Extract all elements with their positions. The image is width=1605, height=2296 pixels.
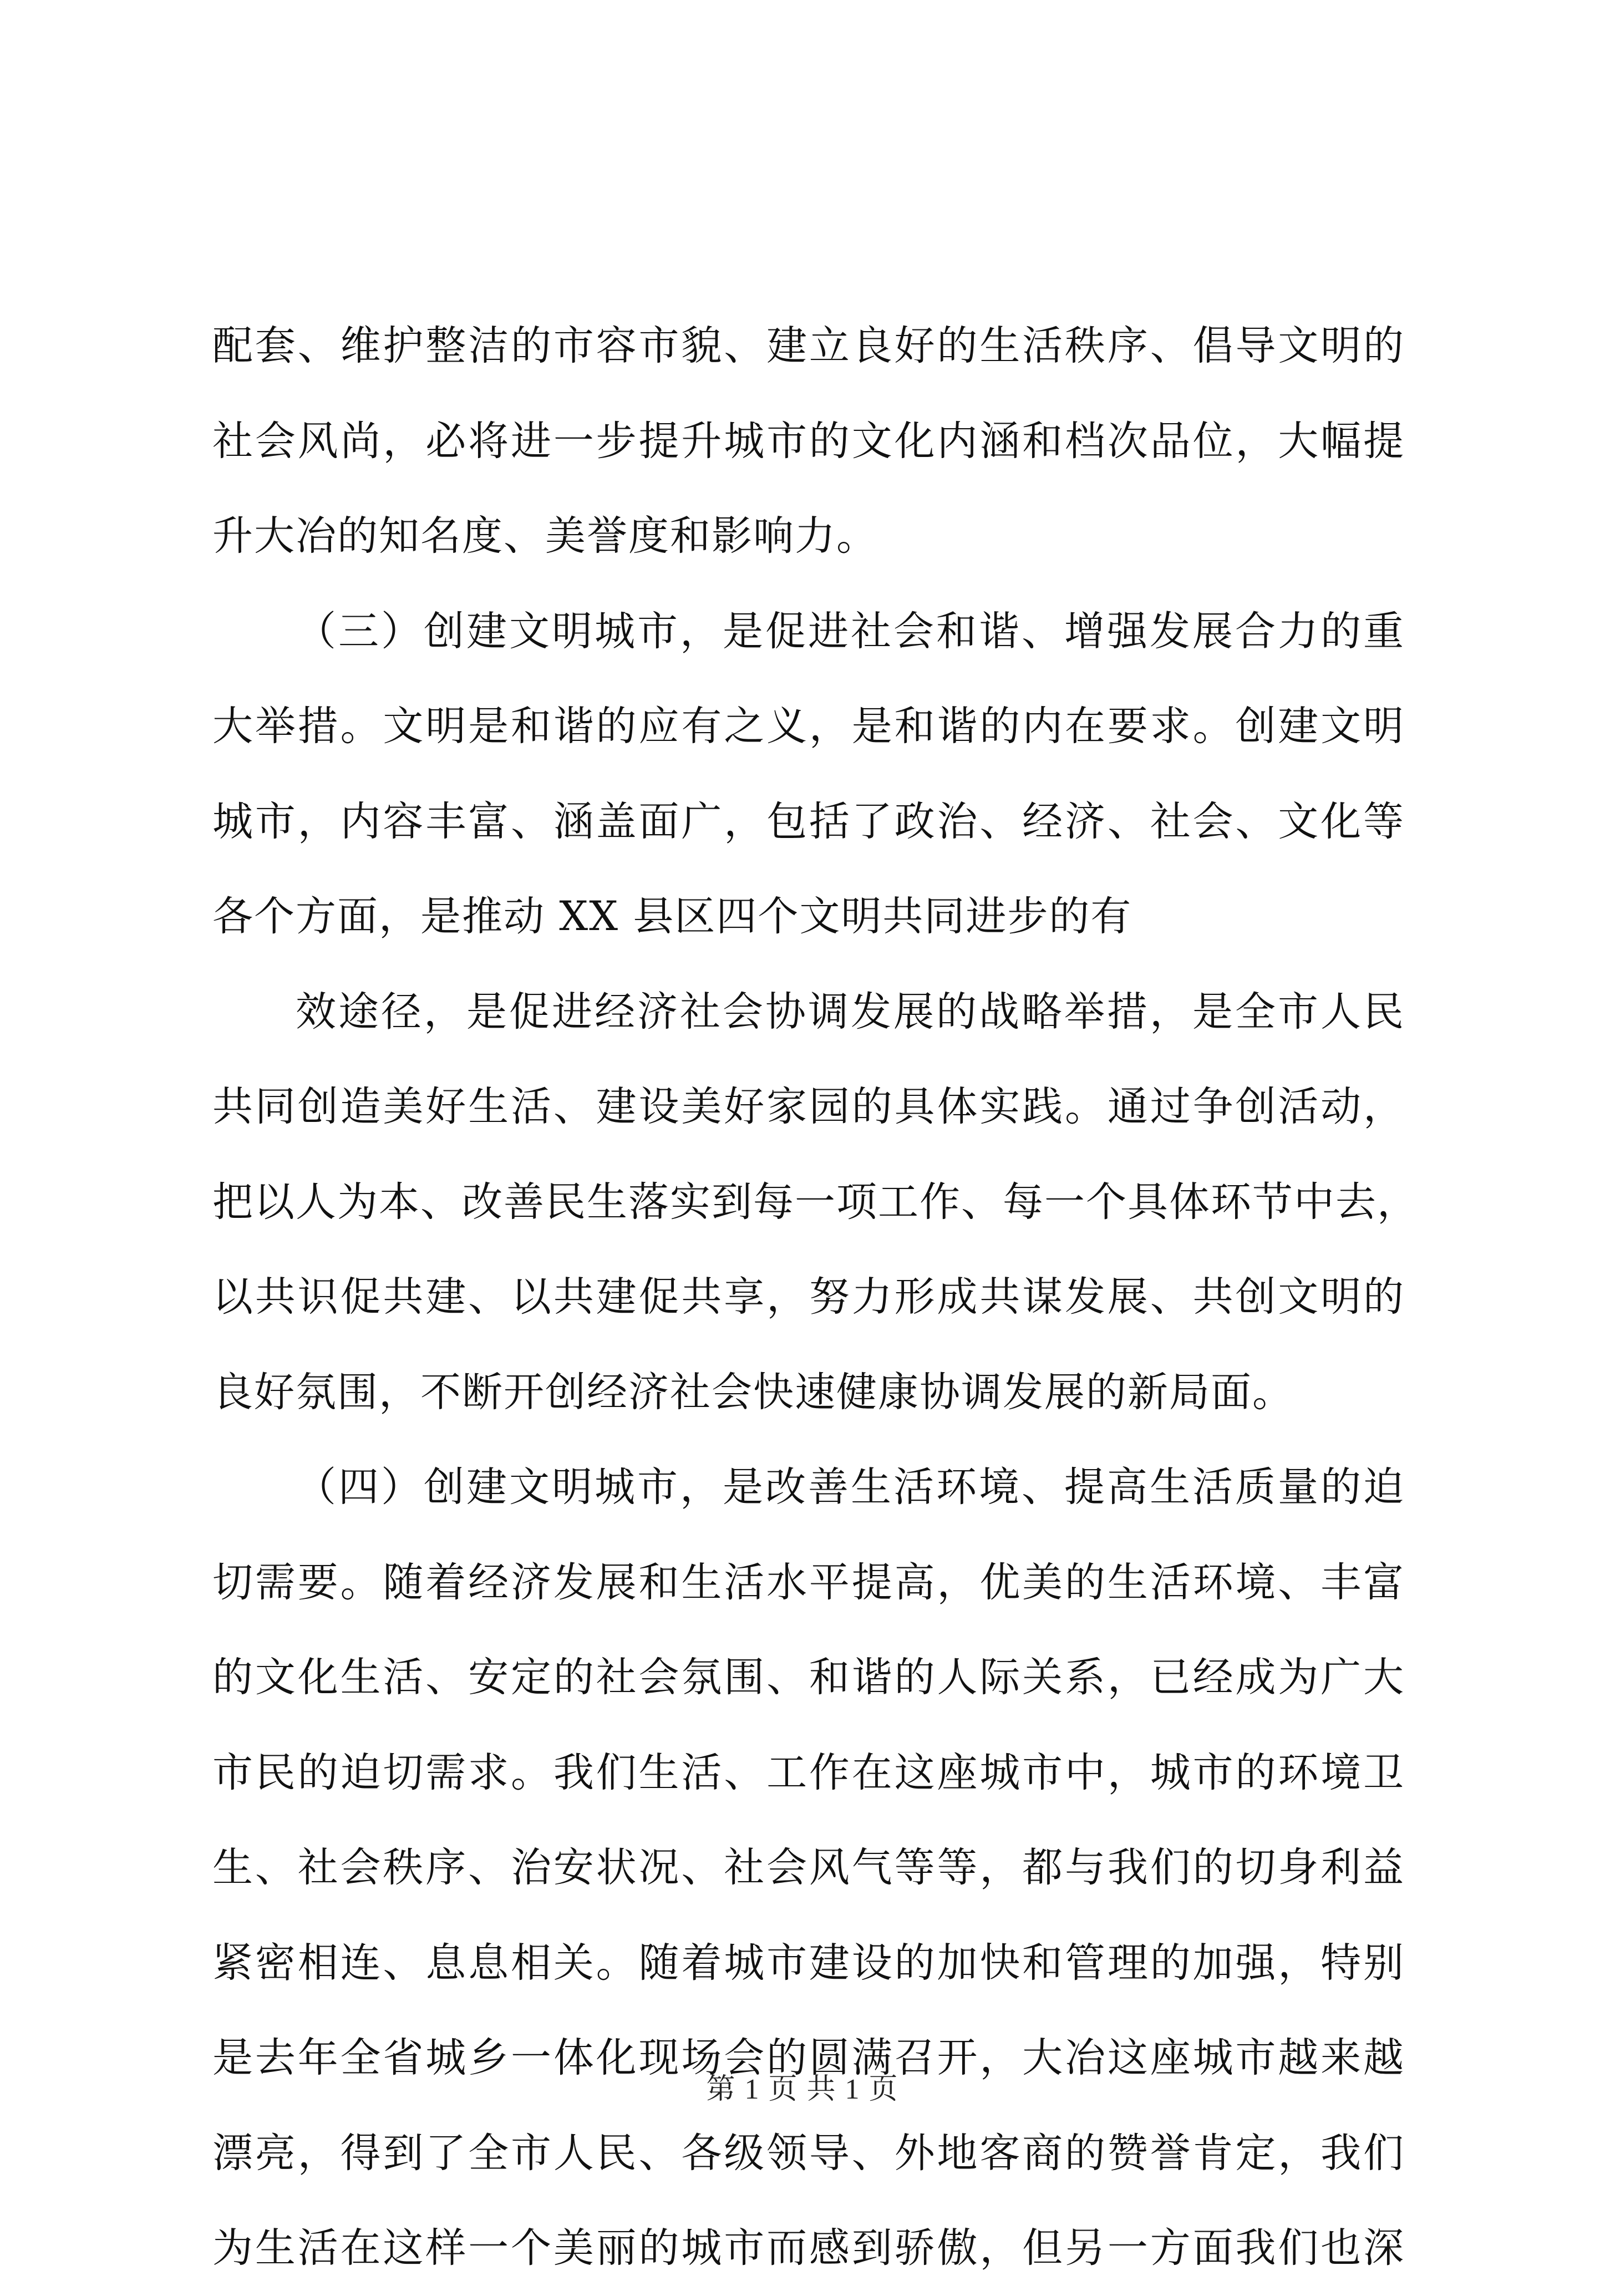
- body-line: 各个方面，是推动 XX 县区四个文明共同进步的有: [212, 893, 1132, 940]
- body-line: 升大冶的知名度、美誉度和影响力。: [212, 512, 878, 560]
- body-line: 为生活在这样一个美丽的城市而感到骄傲，但另一方面我们也深: [212, 2224, 1405, 2272]
- body-line: 切需要。随着经济发展和生活水平提高，优美的生活环境、丰富: [212, 1558, 1405, 1606]
- body-line: 把以人为本、改善民生落实到每一项工作、每一个具体环节中去，: [212, 1178, 1419, 1226]
- body-line: 漂亮，得到了全市人民、各级领导、外地客商的赞誉肯定，我们: [212, 2129, 1405, 2177]
- body-line: 生、社会秩序、治安状况、社会风气等等，都与我们的切身利益: [212, 1844, 1405, 1891]
- body-line: 效途径，是促进经济社会协调发展的战略举措，是全市人民: [296, 988, 1405, 1035]
- body-line: 良好氛围，不断开创经济社会快速健康协调发展的新局面。: [212, 1368, 1294, 1416]
- body-line: 城市，内容丰富、涵盖面广，包括了政治、经济、社会、文化等: [212, 797, 1405, 845]
- body-line: 配套、维护整洁的市容市貌、建立良好的生活秩序、倡导文明的: [212, 322, 1405, 369]
- body-line: 以共识促共建、以共建促共享，努力形成共谋发展、共创文明的: [212, 1273, 1405, 1320]
- body-line: 共同创造美好生活、建设美好家园的具体实践。通过争创活动，: [212, 1083, 1405, 1130]
- body-line: 市民的迫切需求。我们生活、工作在这座城市中，城市的环境卫: [212, 1749, 1405, 1796]
- section-heading-line: （四）创建文明城市，是改善生活环境、提高生活质量的迫: [296, 1464, 1405, 1511]
- body-line: 紧密相连、息息相关。随着城市建设的加快和管理的加强，特别: [212, 1939, 1405, 1987]
- body-line: 的文化生活、安定的社会氛围、和谐的人际关系，已经成为广大: [212, 1654, 1405, 1701]
- body-line: 大举措。文明是和谐的应有之义，是和谐的内在要求。创建文明: [212, 703, 1405, 750]
- section-heading-line: （三）创建文明城市，是促进社会和谐、增强发展合力的重: [296, 607, 1405, 655]
- body-line: 是去年全省城乡一体化现场会的圆满召开，大冶这座城市越来越: [212, 2034, 1405, 2081]
- body-text: [212, 298, 1419, 2296]
- page-footer: 第 1 页 共 1 页: [706, 2074, 899, 2105]
- body-line: 社会风尚，必将进一步提升城市的文化内涵和档次品位，大幅提: [212, 417, 1405, 465]
